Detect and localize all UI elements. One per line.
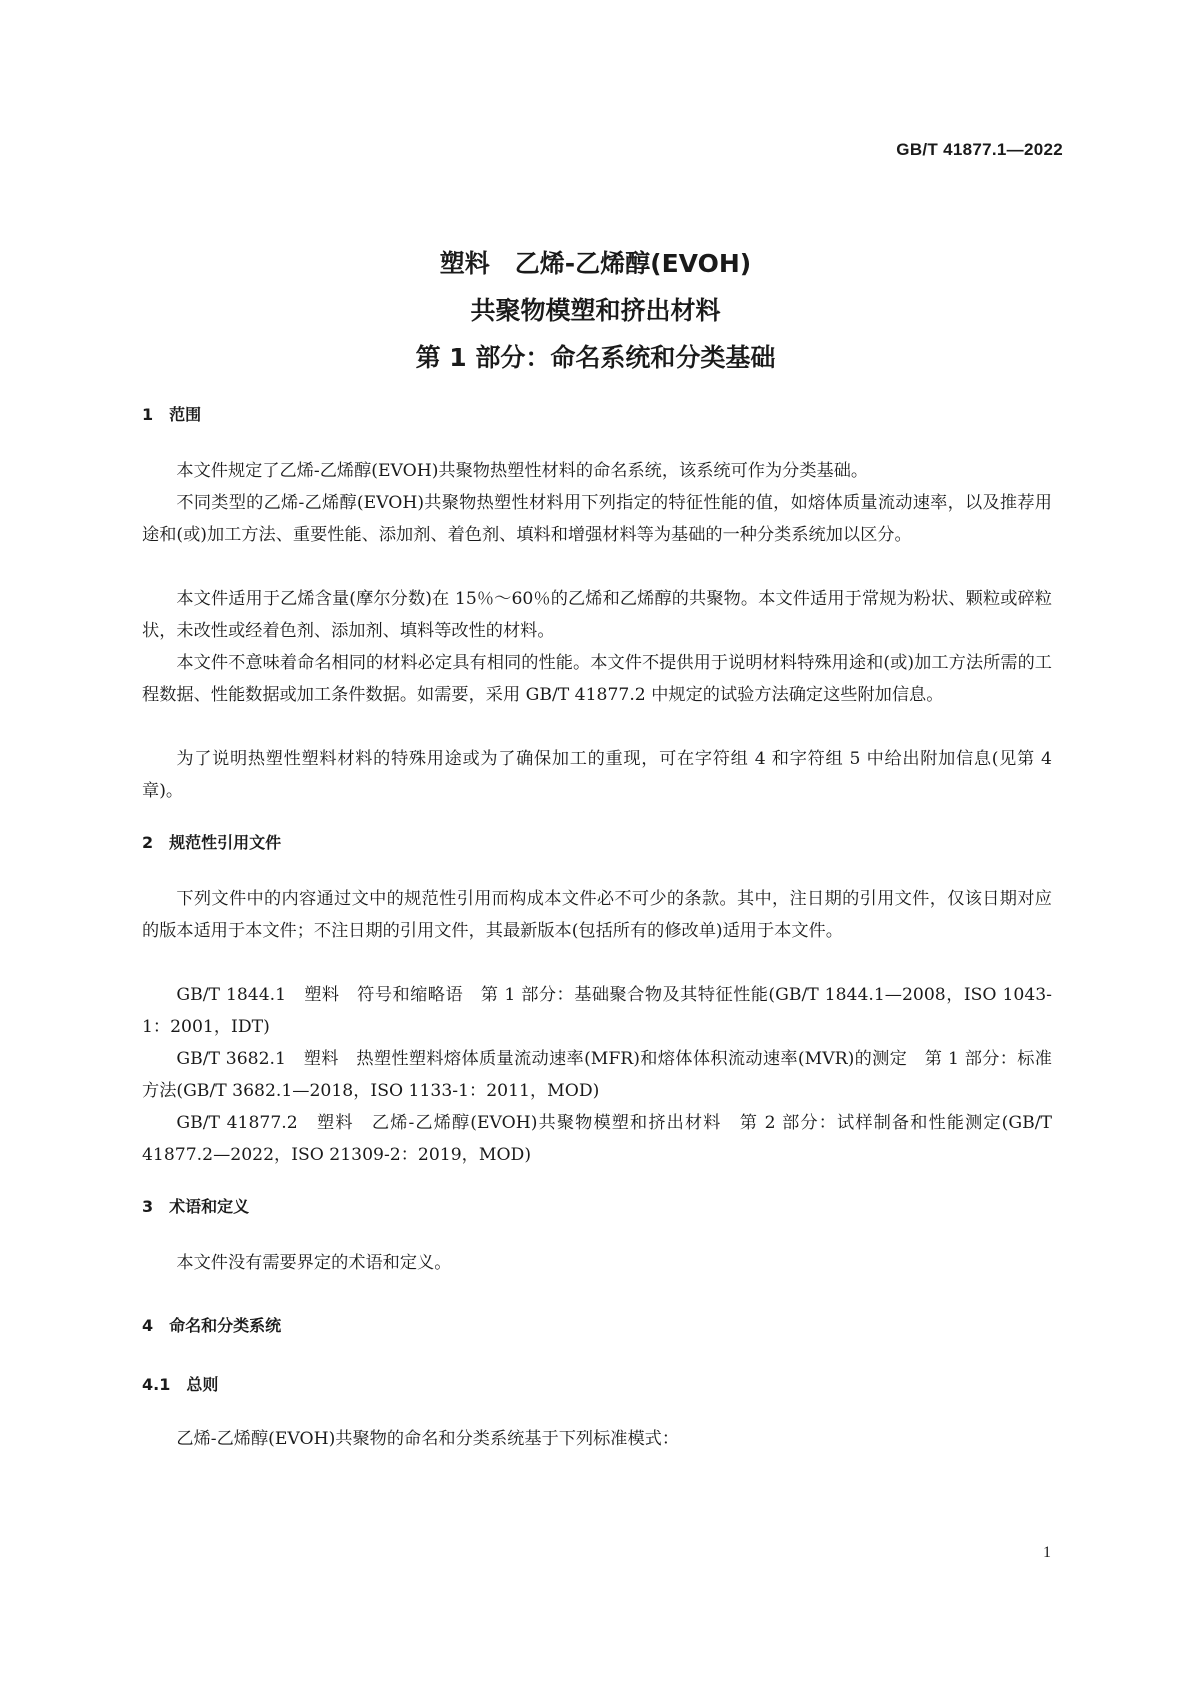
normative-reference-3: GB/T 41877.2 塑料 乙烯-乙烯醇(EVOH)共聚物模塑和挤出材料 第 2 部分：试样制备和性能测定(GB/T 41877.2—2022，ISO 21309-2：2019，MOD) bbox=[142, 1113, 1052, 1165]
section-4-heading: 4 命名和分类系统 bbox=[142, 1316, 282, 1335]
section-3-heading: 3 术语和定义 bbox=[142, 1197, 250, 1216]
section-2-heading: 2 规范性引用文件 bbox=[142, 833, 282, 852]
section-2-paragraph-1: 下列文件中的内容通过文中的规范性引用而构成本文件必不可少的条款。其中，注日期的引用文件，仅该日期对应的版本适用于本文件；不注日期的引用文件，其最新版本(包括所有的修改单)适用于本文件。 bbox=[142, 889, 1052, 941]
page-number: 1 bbox=[1043, 1544, 1051, 1561]
section-1-paragraph-3: 本文件适用于乙烯含量(摩尔分数)在 15％～60％的乙烯和乙烯醇的共聚物。本文件适用于常规为粉状、颗粒或碎粒状，未改性或经着色剂、添加剂、填料等改性的材料。 bbox=[142, 589, 1052, 641]
title-line-2: 共聚物模塑和挤出材料 bbox=[470, 296, 721, 325]
title-line-3: 第 1 部分：命名系统和分类基础 bbox=[415, 343, 776, 372]
section-1-paragraph-1: 本文件规定了乙烯-乙烯醇(EVOH)共聚物热塑性材料的命名系统，该系统可作为分类基础。 bbox=[176, 461, 869, 481]
title-line-1: 塑料 乙烯-乙烯醇(EVOH) bbox=[439, 249, 752, 278]
section-4-1-heading: 4.1 总则 bbox=[142, 1375, 219, 1394]
section-4-1-paragraph-1: 乙烯-乙烯醇(EVOH)共聚物的命名和分类系统基于下列标准模式： bbox=[176, 1429, 680, 1449]
section-1-paragraph-4: 本文件不意味着命名相同的材料必定具有相同的性能。本文件不提供用于说明材料特殊用途和(或)加工方法所需的工程数据、性能数据或加工条件数据。如需要，采用 GB/T 41877.2 中规定的试验方法确定这些附加信息。 bbox=[142, 653, 1052, 705]
section-1-paragraph-2: 不同类型的乙烯-乙烯醇(EVOH)共聚物热塑性材料用下列指定的特征性能的值，如熔体质量流动速率，以及推荐用途和(或)加工方法、重要性能、添加剂、着色剂、填料和增强材料等为基础的一种分类系统加以区分。 bbox=[142, 493, 1052, 545]
document-title bbox=[0, 240, 1191, 381]
section-3-paragraph-1: 本文件没有需要界定的术语和定义。 bbox=[176, 1253, 452, 1273]
document-id: GB/T 41877.1—2022 bbox=[896, 140, 1063, 159]
normative-reference-1: GB/T 1844.1 塑料 符号和缩略语 第 1 部分：基础聚合物及其特征性能(GB/T 1844.1—2008，ISO 1043-1：2001，IDT) bbox=[142, 985, 1052, 1037]
normative-reference-2: GB/T 3682.1 塑料 热塑性塑料熔体质量流动速率(MFR)和熔体体积流动速率(MVR)的测定 第 1 部分：标准方法(GB/T 3682.1—2018，ISO 1133-1：2011，MOD) bbox=[142, 1049, 1052, 1101]
section-1-paragraph-5: 为了说明热塑性塑料材料的特殊用途或为了确保加工的重现，可在字符组 4 和字符组 5 中给出附加信息(见第 4 章)。 bbox=[142, 749, 1052, 801]
section-1-heading: 1 范围 bbox=[142, 405, 202, 424]
